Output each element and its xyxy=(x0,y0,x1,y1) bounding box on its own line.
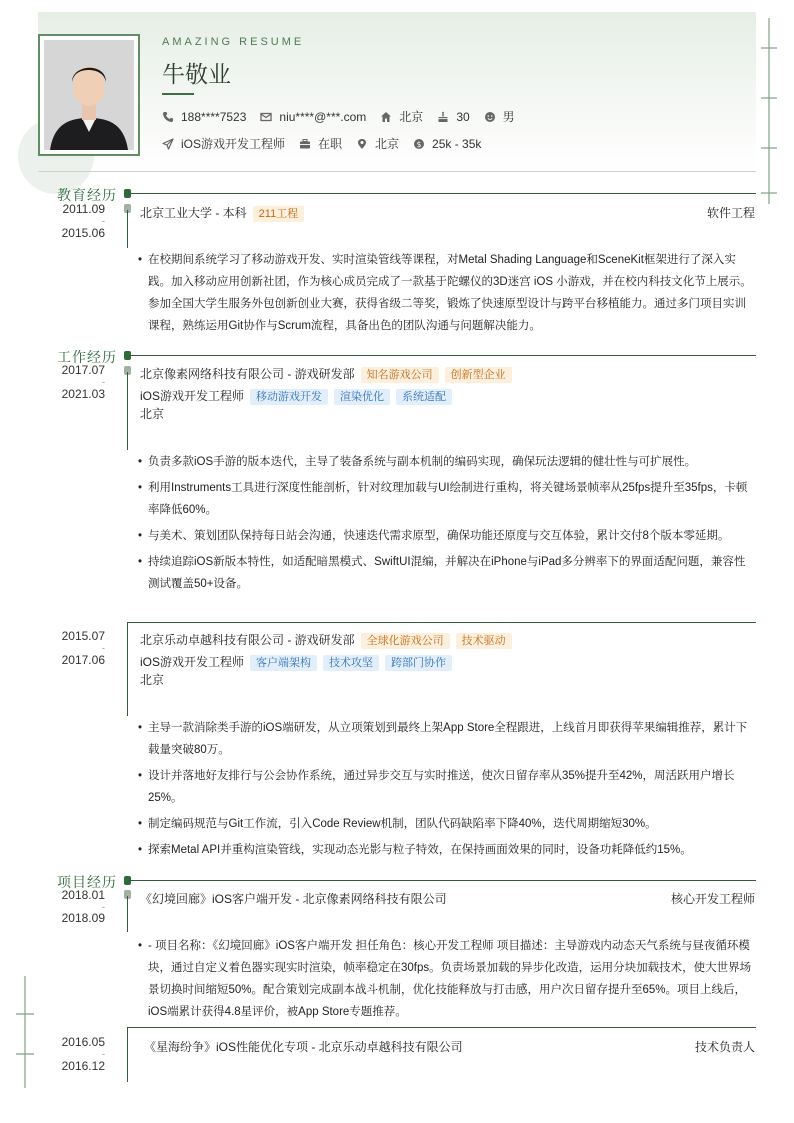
home-city-text: 北京 xyxy=(399,110,424,124)
list-item: • 在校期间系统学习了移动游戏开发、实时渲染管线等课程，对Metal Shading Language和SceneKit框架进行了深入实践。加入移动应用创新社团，作为核心成员完成了一款基于陀螺仪的3D迷宫 iOS 小游戏，并在校内科技文化节上展示。参加全国大学生服务外包创新创业大赛，获得省级二等奖，锻炼了快速原型设计与跨平台移植能力。通过多门项目实训课程，熟练运用Git协作与Scrum流程，具备出色的团队沟通与问题解决能力。 xyxy=(138,249,754,337)
job1-company: 北京像素网络科技有限公司 - 游戏研发部 xyxy=(140,367,355,381)
home-city-item xyxy=(380,108,423,125)
target-city-text: 北京 xyxy=(375,137,400,151)
job2-role-row xyxy=(140,653,452,671)
date-separator: - xyxy=(102,902,105,912)
email-item xyxy=(260,110,366,124)
section-line xyxy=(128,355,756,356)
job1-role-tag: 系统适配 xyxy=(396,389,452,405)
list-item: • 制定编码规范与Git工作流，引入Code Review机制，团队代码缺陷率下降40%，迭代周期缩短30%。 xyxy=(138,813,754,835)
job1-city: 北京 xyxy=(140,407,165,421)
proj2-title: 《星海纷争》iOS性能优化专项 - 北京乐动卓越科技有限公司 xyxy=(144,1040,463,1054)
job2-city: 北京 xyxy=(140,673,165,687)
list-item: • 持续追踪iOS新版本特性，如适配暗黑模式、SwiftUI混编，并解决在iPhone与iPad多分辨率下的界面适配问题，兼容性测试覆盖50+设备。 xyxy=(138,551,754,595)
edu-end-date: 2015.06 xyxy=(61,226,105,240)
status-text: 在职 xyxy=(318,137,343,151)
edu-school: 北京工业大学 - 本科 xyxy=(140,206,247,220)
section-line xyxy=(128,193,756,194)
entry-divider xyxy=(128,622,756,623)
tagline: AMAZING RESUME xyxy=(162,36,305,48)
proj1-bullets xyxy=(138,935,754,1023)
job1-role-tag: 渲染优化 xyxy=(334,389,390,405)
gender-item xyxy=(484,108,515,125)
list-item: • 设计并落地好友排行与公会协作系统，通过异步交互与实时推送，使次日留存率从35%提升至42%，周活跃用户增长25%。 xyxy=(138,765,754,809)
name-underline xyxy=(162,93,194,95)
salary-item xyxy=(413,137,481,151)
timeline-line xyxy=(127,210,128,248)
list-item: • 利用Instruments工具进行深度性能剖析，针对纹理加载与UI绘制进行重构，将关键场景帧率从25fps提升至35fps，卡顿率降低60%。 xyxy=(138,477,754,521)
proj2-end-date: 2016.12 xyxy=(61,1059,105,1073)
proj2-start-date: 2016.05 xyxy=(61,1035,105,1049)
gender-icon xyxy=(484,111,496,123)
date-separator: - xyxy=(102,643,105,653)
job1-start-date: 2017.07 xyxy=(61,363,105,377)
section-title-projects: 项目经历 xyxy=(57,874,117,890)
right-decoration xyxy=(759,18,779,204)
target-city-item xyxy=(356,135,399,152)
job1-role: iOS游戏开发工程师 xyxy=(140,389,245,403)
salary-text: 25k - 35k xyxy=(432,136,482,151)
list-item: • 主导一款消除类手游的iOS端研发，从立项策划到最终上架App Store全程跟进，上线首月即获得苹果编辑推荐，累计下载量突破80万。 xyxy=(138,717,754,761)
edu-tag: 211工程 xyxy=(253,206,305,222)
phone-text: 188****7523 xyxy=(181,109,247,124)
briefcase-icon xyxy=(299,138,311,150)
date-separator: - xyxy=(102,377,105,387)
proj1-role: 核心开发工程师 xyxy=(670,892,755,906)
age-item xyxy=(437,110,469,124)
send-icon xyxy=(162,138,174,150)
candidate-name: 牛敬业 xyxy=(162,61,231,87)
job2-company: 北京乐动卓越科技有限公司 - 游戏研发部 xyxy=(140,633,355,647)
job2-start-date: 2015.07 xyxy=(61,629,105,643)
contact-info-row xyxy=(162,108,529,125)
edu-major: 软件工程 xyxy=(706,206,755,220)
email-text: niu****@***.com xyxy=(279,109,367,124)
profile-photo xyxy=(44,40,134,150)
edu-school-row xyxy=(140,204,304,222)
job2-bullets xyxy=(138,717,754,861)
job1-role-row xyxy=(140,387,452,405)
proj1-title: 《幻境回廊》iOS客户端开发 - 北京像素网络科技有限公司 xyxy=(140,892,447,906)
list-item: • - 项目名称：《幻境回廊》iOS客户端开发 担任角色：核心开发工程师 项目描述：主导游戏内动态天气系统与昼夜循环模块，通过自定义着色器实现实时渲染，帧率稳定在30fps。负责场景加载的异步化改造，运用分块加载技术，使大世界场景切换时间缩短50%。配合策划完成副本战斗机制，优化技能释放与打击感，用户次日留存提升至65%。项目上线后，iOS端累计获得4.8星评价，被App Store专题推荐。 xyxy=(138,935,754,1023)
home-icon xyxy=(380,111,392,123)
date-separator: - xyxy=(102,216,105,226)
target-position-text: iOS游戏开发工程师 xyxy=(181,137,286,151)
phone-item xyxy=(162,110,246,124)
job-info-row xyxy=(162,135,495,152)
job2-company-tag: 技术驱动 xyxy=(456,633,512,649)
list-item: • 负责多款iOS手游的版本迭代，主导了装备系统与副本机制的编码实现，确保玩法逻辑的健壮性与可扩展性。 xyxy=(138,451,754,473)
section-line xyxy=(128,880,756,881)
edu-start-date: 2011.09 xyxy=(62,202,105,216)
gender-text: 男 xyxy=(502,110,515,124)
job1-end-date: 2021.03 xyxy=(61,387,105,401)
proj2-role: 技术负责人 xyxy=(694,1040,755,1054)
status-item xyxy=(299,135,342,152)
entry-divider xyxy=(128,1027,756,1028)
job2-role-tag: 技术攻坚 xyxy=(323,655,379,671)
svg-text:$: $ xyxy=(416,139,422,149)
job2-company-row xyxy=(140,631,512,649)
section-title-work: 工作经历 xyxy=(57,349,117,365)
list-item: • 探索Metal API并重构渲染管线，实现动态光影与粒子特效，在保持画面效果的同时，设备功耗降低约15%。 xyxy=(138,839,754,861)
target-position-item xyxy=(162,135,285,152)
job2-end-date: 2017.06 xyxy=(61,653,105,667)
left-decoration xyxy=(14,976,38,1088)
timeline-line xyxy=(127,1027,128,1082)
job2-role-tag: 客户端架构 xyxy=(250,655,317,671)
proj1-end-date: 2018.09 xyxy=(61,911,105,925)
job1-role-tag: 移动游戏开发 xyxy=(250,389,328,405)
job1-company-row xyxy=(140,365,512,383)
timeline-line xyxy=(127,622,128,716)
profile-photo-frame xyxy=(38,34,140,156)
timeline-line xyxy=(127,896,128,932)
location-pin-icon xyxy=(356,138,368,150)
job2-company-tag: 全球化游戏公司 xyxy=(361,633,450,649)
header-divider xyxy=(38,171,756,172)
cake-icon xyxy=(437,111,449,123)
salary-icon xyxy=(413,138,425,150)
job1-company-tag: 创新型企业 xyxy=(445,367,512,383)
job1-company-tag: 知名游戏公司 xyxy=(361,367,439,383)
list-item: • 与美术、策划团队保持每日站会沟通，快速迭代需求原型，确保功能还原度与交互体验，累计交付8个版本零延期。 xyxy=(138,525,754,547)
age-text: 30 xyxy=(456,109,470,124)
job1-bullets xyxy=(138,451,754,595)
edu-description xyxy=(138,249,754,337)
phone-icon xyxy=(162,111,174,123)
section-title-education: 教育经历 xyxy=(57,187,117,203)
proj1-start-date: 2018.01 xyxy=(61,888,105,902)
mail-icon xyxy=(260,111,272,123)
timeline-line xyxy=(127,372,128,450)
date-separator: - xyxy=(102,1049,105,1059)
job2-role-tag: 跨部门协作 xyxy=(385,655,452,671)
job2-role: iOS游戏开发工程师 xyxy=(140,655,245,669)
